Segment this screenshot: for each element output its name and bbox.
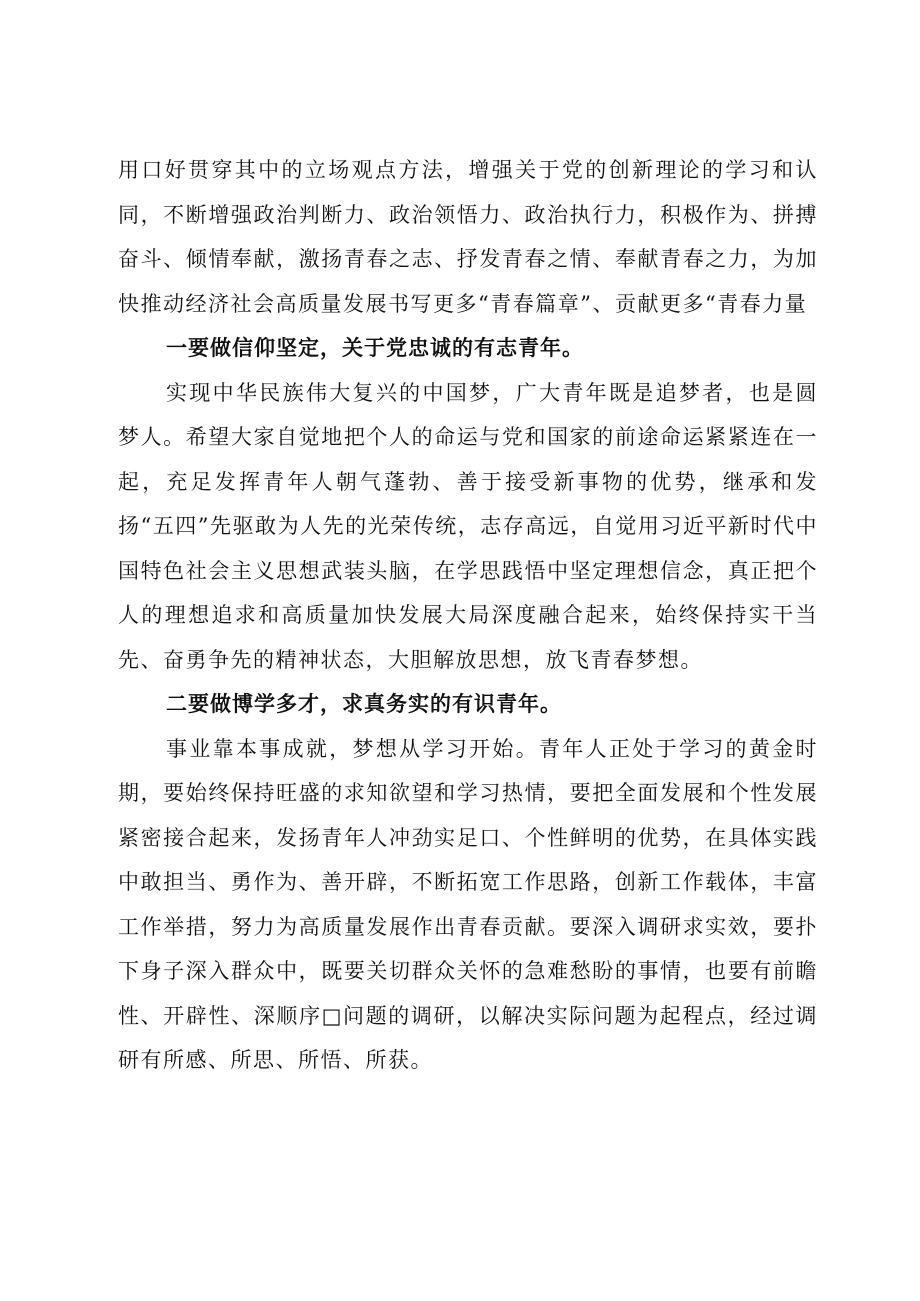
body-paragraph-1: 实现中华民族伟大复兴的中国梦，广大青年既是追梦者，也是圆梦人。希望大家自觉地把个人的命运与党和国家的前途命运紧紧连在一起，充足发挥青年人朝气蓬勃、善于接受新事物的优势，继承和发扬“五四”先驱敢为人先的光荣传统，志存高远，自觉用习近平新时代中国特色社会主义思想武装头脑，在学思践悟中坚定理想信念，真正把个人的理想追求和高质量加快发展大局深度融合起来，始终保持实干当先、奋勇争先的精神状态，大胆解放思想，放飞青春梦想。 [118, 380, 818, 672]
section-heading-1: 一要做信仰坚定，关于党忠诚的有志青年。 [166, 336, 584, 360]
body-paragraph-2: 事业靠本事成就，梦想从学习开始。青年人正处于学习的黄金时期，要始终保持旺盛的求知欲望和学习热情，要把全面发展和个性发展紧密接合起来，发扬青年人冲劲实足口、个性鲜明的优势，在具体实践中敢担当、勇作为、善开辟，不断拓宽工作思路，创新工作载体，丰富工作举措，努力为高质量发展作出青春贡献。要深入调研求实效，要扑下身子深入群众中，既要关切群众关怀的急难愁盼的事情，也要有前瞻性、开辟性、深顺序□问题的调研，以解决实际问题为起程点，经过调研有所感、所思、所悟、所获。 [118, 736, 818, 1072]
section-heading-2: 二要做博学多才，求真务实的有识青年。 [166, 692, 562, 716]
body-paragraph-continuation: 用口好贯穿其中的立场观点方法，增强关于党的创新理论的学习和认同，不断增强政治判断力、政治领悟力、政治执行力，积极作为、拼搏奋斗、倾情奉献，激扬青春之志、抒发青春之情、奉献青春之力，为加快推动经济社会高质量发展书写更多“青春篇章”、贡献更多“青春力量 [118, 158, 818, 316]
document-page [118, 148, 818, 1083]
